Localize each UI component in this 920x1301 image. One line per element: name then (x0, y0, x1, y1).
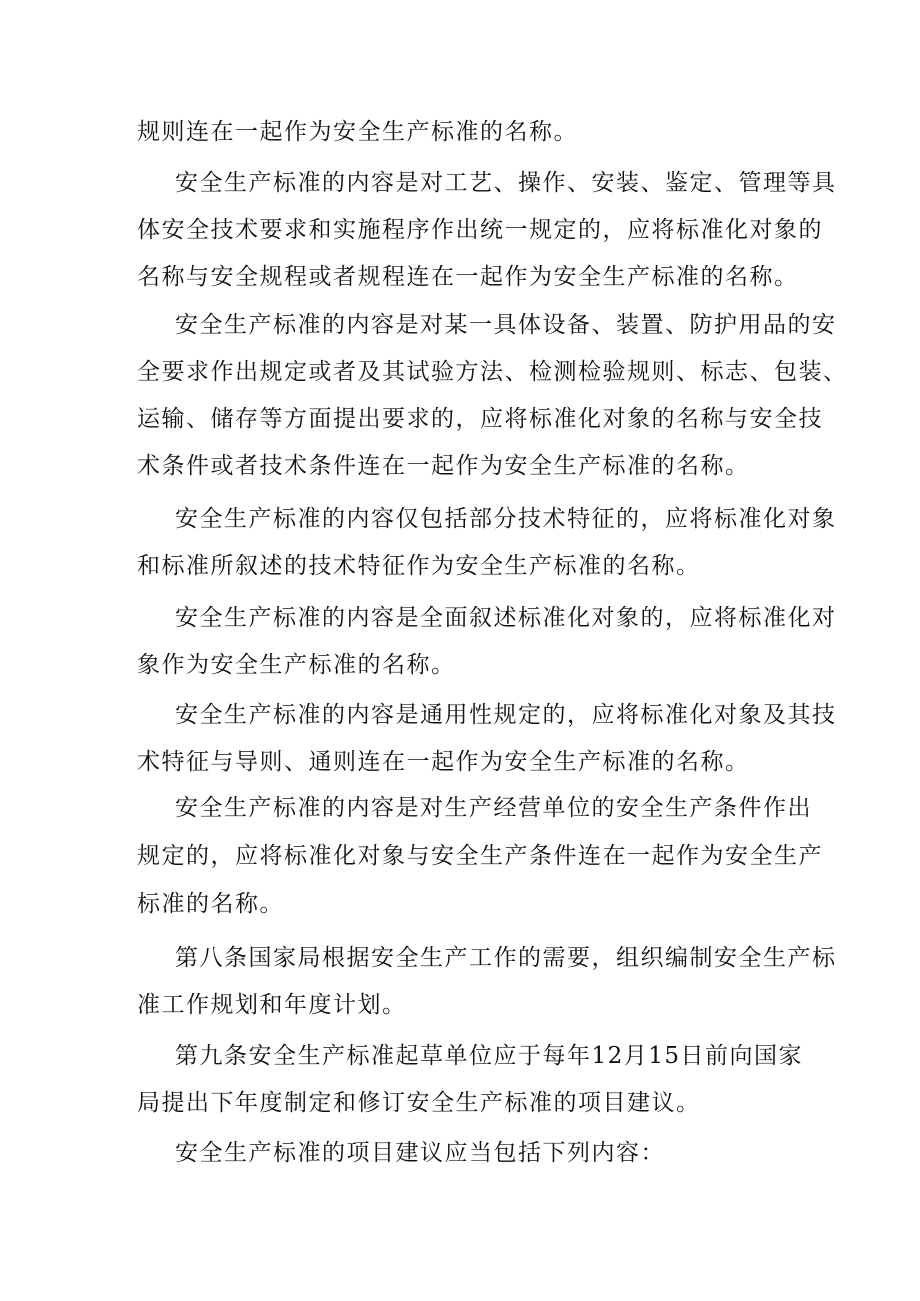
article-8-first-line: 第八条国家局根据安全生产工作的需要，组织编制安全生产标 (175, 945, 837, 971)
text-line: 名称与安全规程或者规程连在一起作为安全生产标准的名称。 (137, 264, 799, 290)
paragraph-first-line: 安全生产标准的内容是对生产经营单位的安全生产条件作出 (175, 795, 812, 821)
text-line: 局提出下年度制定和修订安全生产标准的项目建议。 (137, 1090, 701, 1116)
paragraph-first-line: 安全生产标准的内容是对工艺、操作、安装、鉴定、管理等具 (175, 170, 837, 196)
paragraph-first-line: 安全生产标准的内容仅包括部分技术特征的，应将标准化对象 (175, 506, 837, 532)
paragraph-first-line: 安全生产标准的内容是通用性规定的，应将标准化对象及其技 (175, 702, 837, 728)
text-line: 全要求作出规定或者及其试验方法、检测检验规则、标志、包装、 (137, 359, 848, 385)
article-9-first-line: 第九条安全生产标准起草单位应于每年12月15日前向国家 (175, 1043, 804, 1069)
text-line: 标准的名称。 (137, 891, 284, 917)
paragraph-first-line: 安全生产标准的内容是全面叙述标准化对象的，应将标准化对 (175, 605, 837, 631)
paragraph-first-line: 安全生产标准的项目建议应当包括下列内容： (175, 1140, 665, 1166)
text-line: 体安全技术要求和实施程序作出统一规定的，应将标准化对象的 (137, 217, 823, 243)
text-line: 准工作规划和年度计划。 (137, 992, 407, 1018)
text-line: 术特征与导则、通则连在一起作为安全生产标准的名称。 (137, 749, 750, 775)
text-line: 运输、储存等方面提出要求的，应将标准化对象的名称与安全技 (137, 406, 823, 432)
text-line: 象作为安全生产标准的名称。 (137, 652, 456, 678)
text-line: 规则连在一起作为安全生产标准的名称。 (137, 119, 578, 145)
text-line: 和标准所叙述的技术特征作为安全生产标准的名称。 (137, 553, 701, 579)
text-line: 规定的，应将标准化对象与安全生产条件连在一起作为安全生产 (137, 843, 823, 869)
text-line: 术条件或者技术条件连在一起作为安全生产标准的名称。 (137, 453, 750, 479)
paragraph-first-line: 安全生产标准的内容是对某一具体设备、装置、防护用品的安 (175, 312, 837, 338)
